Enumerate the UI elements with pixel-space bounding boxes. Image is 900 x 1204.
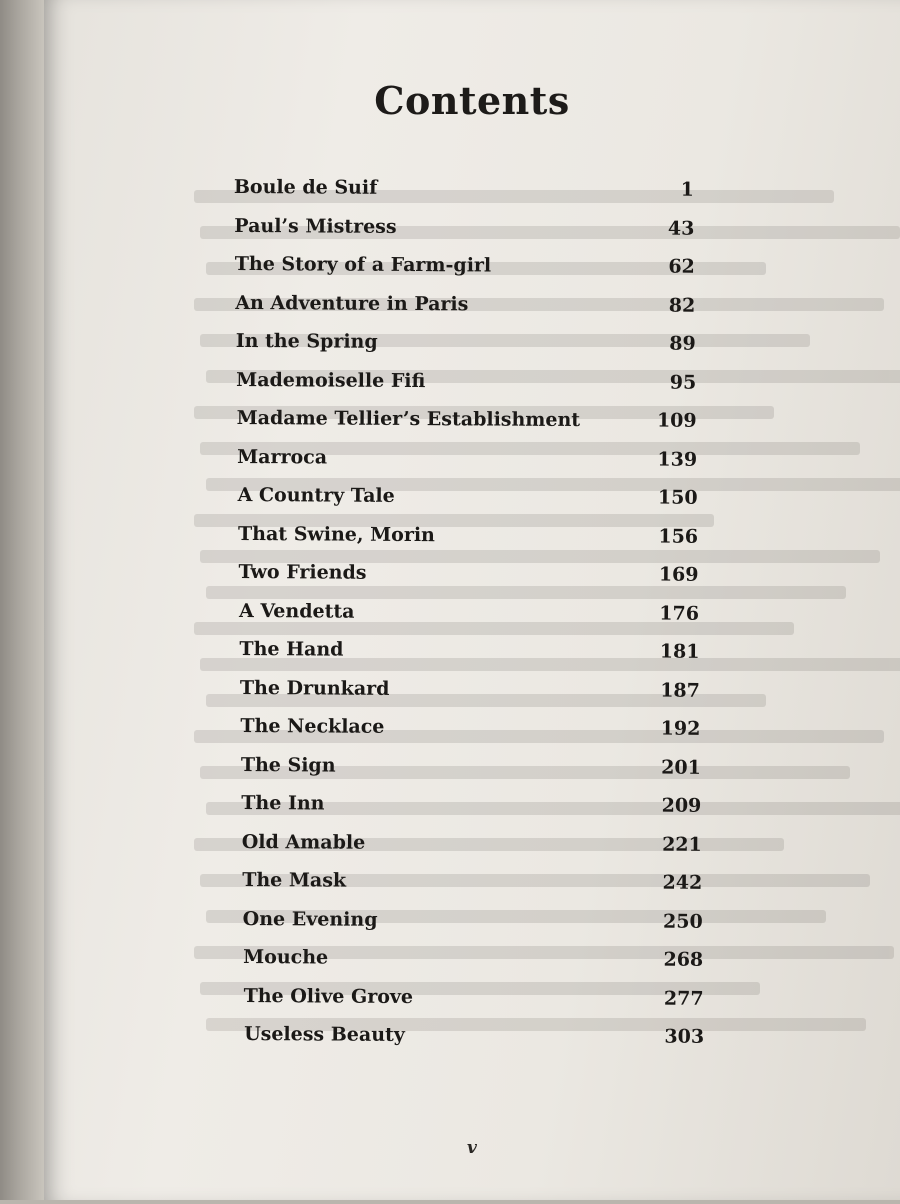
- toc-entry-title: Madame Tellier’s Establishment: [236, 406, 581, 432]
- toc-entry: [237, 403, 697, 436]
- toc-entry-page: 192: [660, 717, 701, 740]
- toc-entry: [237, 441, 697, 474]
- toc-entry-title: The Necklace: [240, 714, 385, 738]
- toc-entry-title: The Sign: [240, 753, 336, 777]
- toc-entry-page: 109: [656, 409, 697, 432]
- toc-entry-title: The Story of a Farm-girl: [234, 252, 492, 277]
- toc-entry-title: The Mask: [242, 869, 347, 892]
- toc-entry-title: Mademoiselle Fifi: [236, 368, 426, 392]
- toc-entry-page: 156: [658, 525, 699, 548]
- toc-entry: [238, 480, 698, 513]
- toc-entry-title: That Swine, Morin: [238, 522, 435, 546]
- toc-entry: [239, 634, 699, 667]
- toc-entry-page: 250: [662, 910, 703, 933]
- toc-entry-page: 43: [667, 217, 695, 240]
- toc-entry-page: 187: [660, 679, 700, 702]
- toc-entry-title: A Country Tale: [237, 483, 395, 507]
- toc-entry: [242, 865, 702, 898]
- toc-entry-page: 150: [657, 486, 698, 509]
- table-of-contents: [38, 0, 900, 1204]
- toc-entry-page: 82: [668, 294, 696, 317]
- toc-entry-title: The Drunkard: [239, 676, 390, 700]
- page-title: Contents: [374, 78, 570, 123]
- toc-entry: [243, 942, 703, 975]
- toc-entry-title: Boule de Suif: [233, 175, 378, 199]
- toc-entry: [244, 981, 704, 1014]
- toc-entry-title: Paul’s Mistress: [234, 214, 397, 238]
- toc-entry-page: 242: [662, 871, 703, 894]
- toc-entry-page: 1: [680, 178, 694, 201]
- toc-entry: [241, 749, 701, 782]
- toc-entry-page: 139: [657, 448, 698, 471]
- toc-entry-page: 169: [658, 563, 699, 586]
- toc-entry-title: Old Amable: [241, 830, 366, 854]
- toc-entry-page: 181: [659, 640, 700, 663]
- toc-entry-page: 268: [663, 948, 704, 971]
- toc-entry: [238, 557, 698, 590]
- toc-entry: [236, 326, 696, 359]
- toc-entry: [238, 518, 698, 551]
- toc-entry-title: In the Spring: [235, 329, 378, 353]
- toc-entry-title: A Vendetta: [238, 599, 355, 623]
- toc-entry-page: 303: [664, 1025, 705, 1048]
- toc-entry-page: 221: [662, 833, 702, 856]
- toc-entry: [234, 210, 694, 243]
- toc-entry-page: 176: [659, 602, 700, 625]
- toc-entry-page: 95: [669, 371, 697, 394]
- toc-entry-title: Marroca: [237, 445, 328, 469]
- page-number: v: [467, 1138, 477, 1158]
- toc-entry-title: Mouche: [243, 946, 329, 969]
- book-page: [44, 0, 900, 1200]
- book-gutter: [0, 0, 44, 1200]
- toc-entry: [242, 826, 702, 859]
- toc-entry-page: 201: [661, 756, 701, 779]
- toc-entry: [235, 249, 695, 282]
- toc-entry: [234, 172, 694, 205]
- toc-entry-title: One Evening: [242, 907, 378, 931]
- toc-entry: [239, 595, 699, 628]
- toc-entry: [240, 711, 700, 744]
- toc-entry-title: The Olive Grove: [243, 984, 414, 1008]
- toc-entry-title: The Inn: [241, 791, 325, 815]
- toc-entry: [236, 364, 696, 397]
- toc-entry-page: 62: [668, 255, 695, 278]
- toc-entry-page: 89: [669, 332, 696, 355]
- toc-entry-page: 209: [661, 794, 702, 817]
- toc-entry: [235, 287, 695, 320]
- toc-entry-title: The Hand: [239, 637, 344, 661]
- toc-entry-title: An Adventure in Paris: [235, 291, 469, 315]
- toc-entry-page: 277: [663, 987, 704, 1010]
- toc-entry: [244, 1019, 704, 1052]
- toc-entry: [243, 904, 703, 937]
- toc-entry: [241, 788, 701, 821]
- toc-entry-title: Two Friends: [238, 560, 367, 584]
- toc-entry-title: Useless Beauty: [244, 1023, 405, 1046]
- toc-entry: [240, 672, 700, 705]
